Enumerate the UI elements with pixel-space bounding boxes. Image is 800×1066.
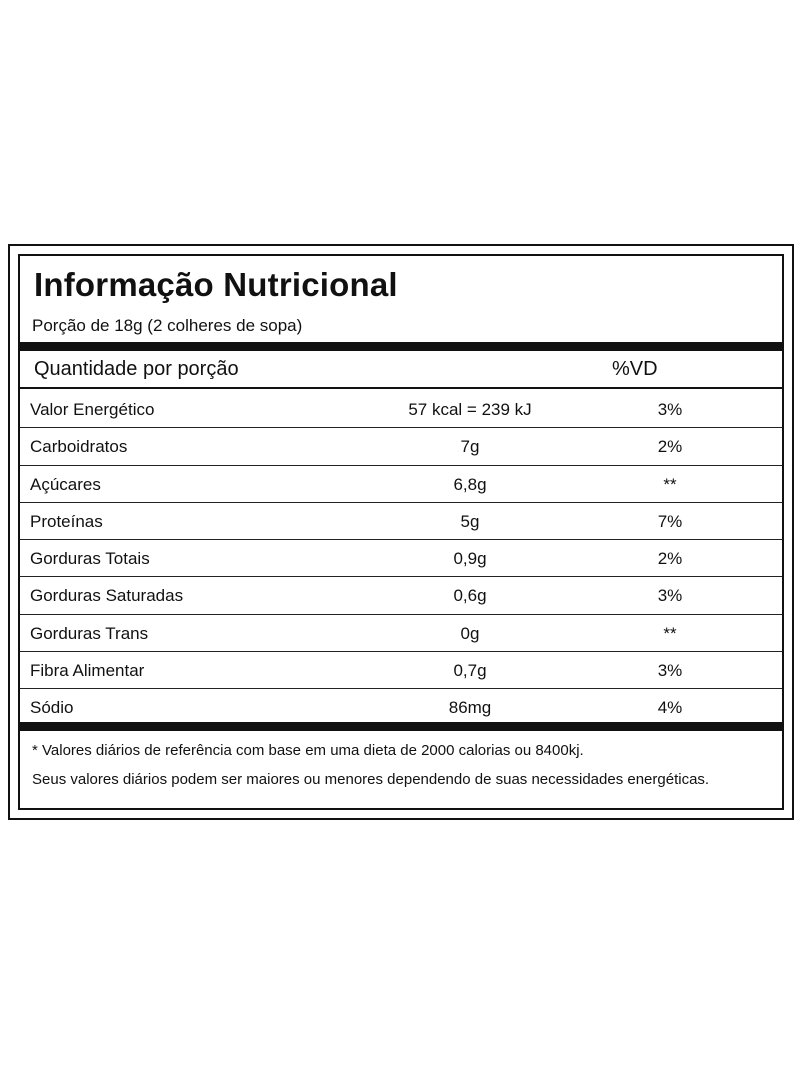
nutrient-vd: 3% [657,661,683,681]
nutrient-name: Proteínas [30,511,103,531]
nutrient-amount: 86mg [448,698,492,718]
footnote-reference: * Valores diários de referência com base em uma dieta de 2000 calorias ou 8400kj. [32,742,584,759]
nutrient-amount: 0,7g [453,661,487,681]
header-vd: %VD [612,358,658,380]
table-row [20,466,782,503]
nutrient-name: Carboidratos [30,437,128,457]
nutrient-name: Gorduras Saturadas [30,586,184,606]
nutrient-vd: 2% [657,549,683,569]
nutrient-amount: 5g [460,511,480,531]
header-quantity: Quantidade por porção [34,358,239,380]
nutrient-amount: 7g [460,437,480,457]
table-row [20,428,782,465]
nutrient-vd: 4% [657,698,683,718]
nutrient-vd: 7% [657,511,683,531]
nutrient-name: Fibra Alimentar [30,661,145,681]
nutrient-amount: 0g [460,623,480,643]
nutrition-label-inner [18,254,784,810]
nutrient-table [20,391,782,727]
bottom-divider [20,722,782,731]
portion-size: Porção de 18g (2 colheres de sopa) [32,316,303,335]
nutrient-vd: ** [663,623,677,643]
label-title: Informação Nutricional [34,266,398,303]
table-row [20,540,782,577]
nutrient-name: Valor Energético [30,400,155,419]
nutrient-amount: 6,8g [453,474,487,494]
nutrient-name: Gorduras Totais [30,549,150,569]
table-row [20,503,782,540]
table-row [20,391,782,428]
table-row [20,615,782,652]
footnote-disclaimer: Seus valores diários podem ser maiores ou menores dependendo de suas necessidades energéticas. [32,771,710,788]
table-row [20,652,782,689]
nutrient-vd: ** [663,474,677,494]
nutrient-name: Sódio [30,698,74,718]
nutrient-name: Gorduras Trans [30,623,149,643]
nutrient-amount: 0,9g [453,549,487,569]
footnote [32,736,762,794]
nutrition-label [8,244,794,820]
nutrient-name: Açúcares [30,474,101,494]
table-row [20,577,782,614]
nutrient-amount: 57 kcal = 239 kJ [408,400,532,419]
nutrient-vd: 2% [657,437,683,457]
nutrient-vd: 3% [657,586,683,606]
nutrient-vd: 3% [657,400,683,419]
table-header [20,350,784,389]
nutrient-amount: 0,6g [453,586,487,606]
